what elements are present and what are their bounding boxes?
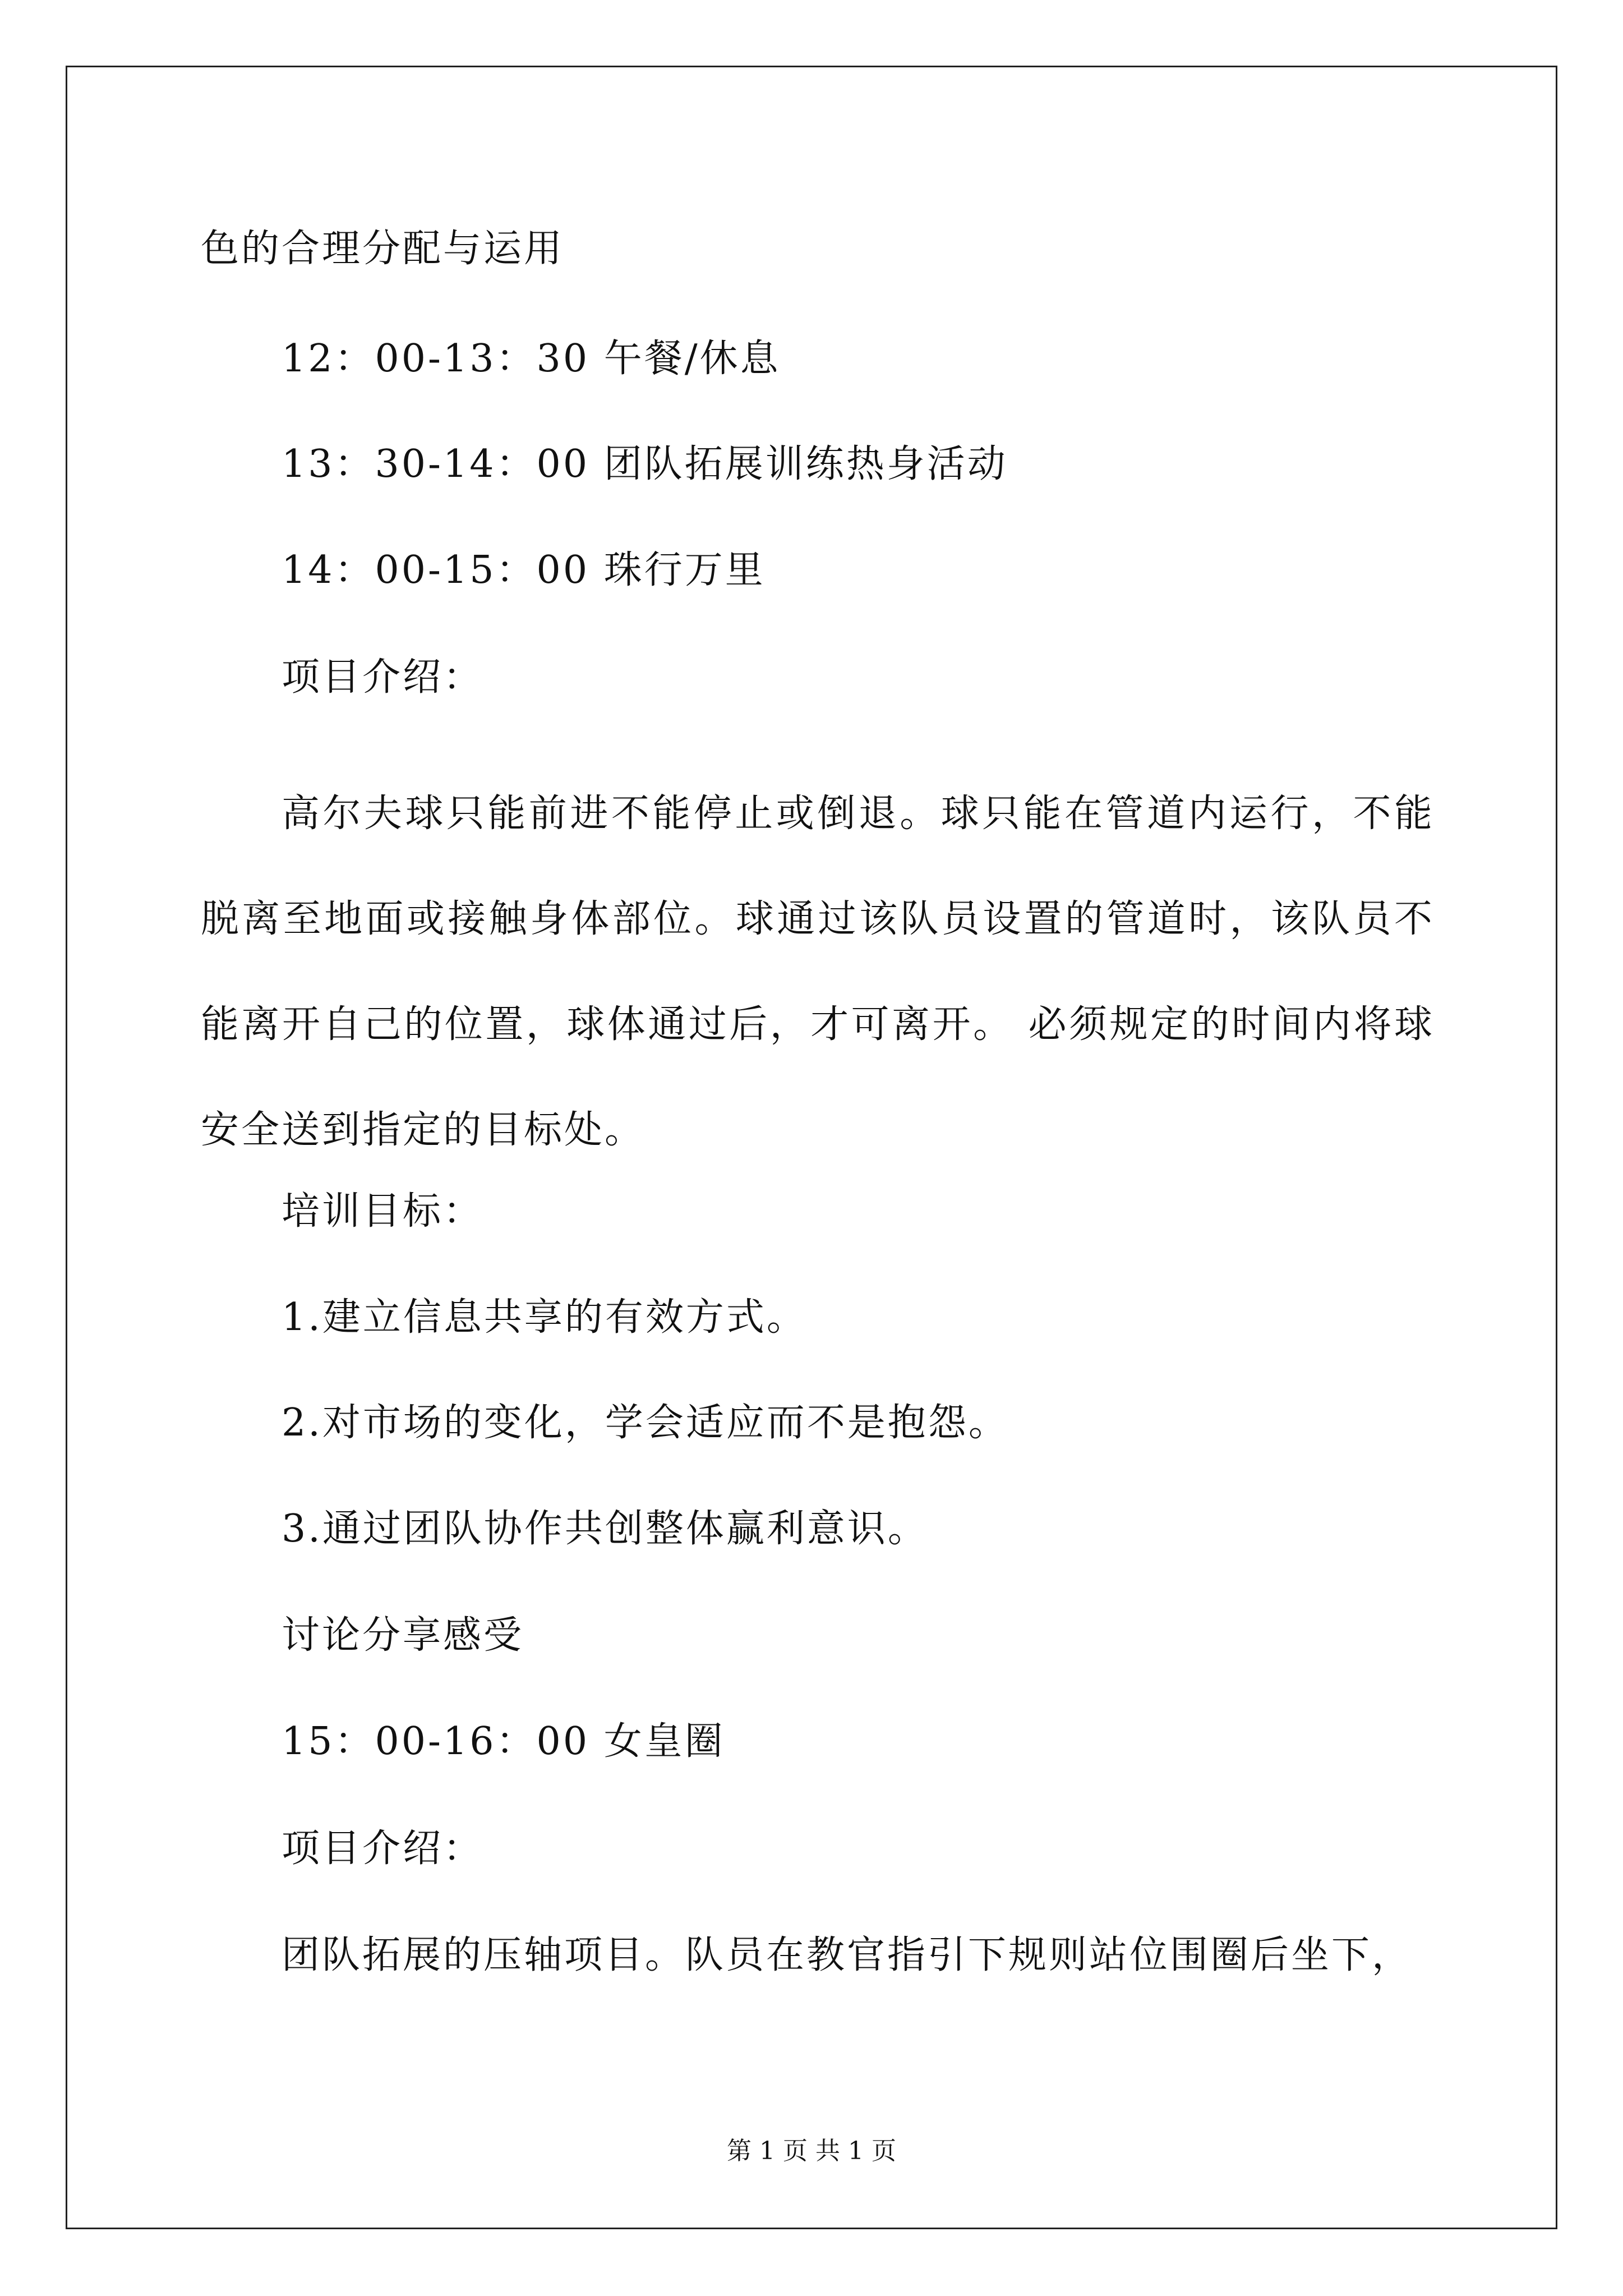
text-line: 色的合理分配与运用 bbox=[201, 227, 565, 271]
section-heading-goals: 培训目标： bbox=[282, 1189, 484, 1234]
project-description-paragraph: 高尔夫球只能前进不能停止或倒退。球只能在管道内运行，不能脱离至地面或接触身体部位。球通过该队员设置的管道时，该队员不能离开自己的位置，球体通过后，才可离开。 必须规定的时间内将球安全送到指定的目标处。 bbox=[201, 792, 1435, 1152]
schedule-activity-2: 15：00-16：00 女皇圈 bbox=[282, 1719, 725, 1764]
section-heading-intro: 项目介绍： bbox=[282, 655, 484, 700]
page-footer: 第 1 页 共 1 页 bbox=[727, 2137, 896, 2165]
schedule-activity-1: 14：00-15：00 珠行万里 bbox=[282, 548, 766, 592]
schedule-lunch: 12：00-13：30 午餐/休息 bbox=[282, 337, 781, 381]
discussion-line: 讨论分享感受 bbox=[282, 1613, 524, 1658]
goal-item: 2.对市场的变化，学会适应而不是抱怨。 bbox=[282, 1401, 1009, 1445]
goal-item: 3.通过团队协作共创整体赢利意识。 bbox=[282, 1507, 928, 1551]
section-heading-intro-2: 项目介绍： bbox=[282, 1826, 484, 1871]
goal-item: 1.建立信息共享的有效方式。 bbox=[282, 1295, 807, 1340]
text-line: 团队拓展的压轴项目。队员在教官指引下规则站位围圈后坐下， bbox=[282, 1933, 1413, 1977]
schedule-warmup: 13：30-14：00 团队拓展训练热身活动 bbox=[282, 442, 1008, 486]
